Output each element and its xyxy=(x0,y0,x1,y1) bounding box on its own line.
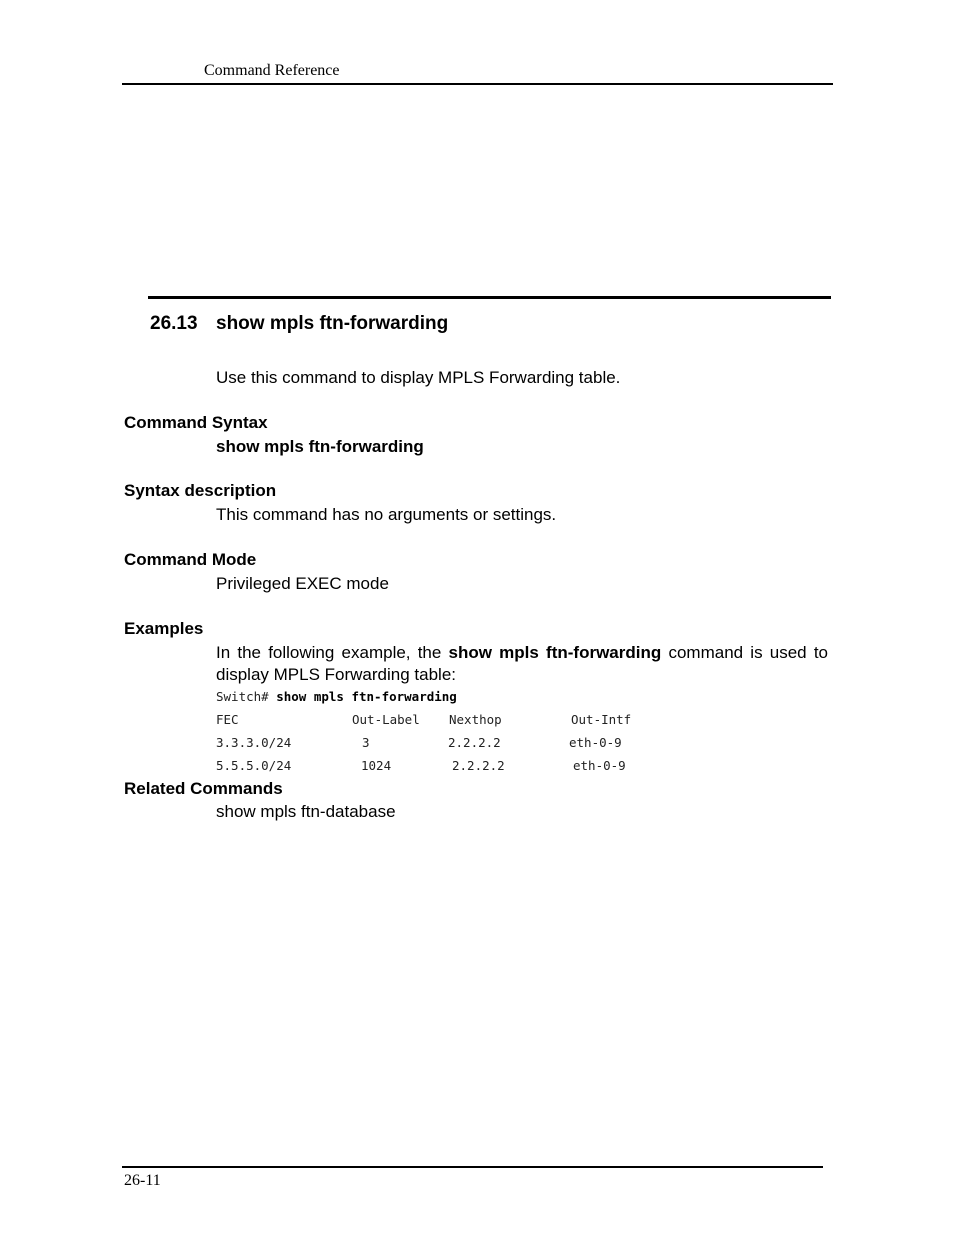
table-cell: 1024 xyxy=(361,758,392,773)
examples-text-bold: show mpls ftn-forwarding xyxy=(448,643,662,662)
command-syntax-text: show mpls ftn-forwarding xyxy=(216,437,424,456)
running-header: Command Reference xyxy=(204,62,340,79)
table-header-out-label: Out-Label xyxy=(352,712,420,727)
table-cell: eth-0-9 xyxy=(569,735,622,750)
syntax-description-text: This command has no arguments or settings. xyxy=(216,505,557,524)
table-header-out-intf: Out-Intf xyxy=(571,712,632,727)
table-cell: 3.3.3.0/24 xyxy=(216,735,292,750)
examples-text-after: command is used to display MPLS Forwarding table: xyxy=(216,643,828,684)
section-number: 26.13 xyxy=(150,313,198,334)
cli-command: show mpls ftn-forwarding xyxy=(276,689,457,704)
syntax-description-heading: Syntax description xyxy=(124,481,277,500)
related-commands-text: show mpls ftn-database xyxy=(216,802,396,821)
page-number: 26-11 xyxy=(124,1172,161,1189)
section-title-text: show mpls ftn-forwarding xyxy=(216,313,449,334)
related-commands-heading: Related Commands xyxy=(124,779,283,798)
command-syntax-heading: Command Syntax xyxy=(124,413,268,432)
examples-text-before: In the following example, the xyxy=(216,643,449,662)
footer-divider xyxy=(122,1166,823,1168)
table-cell: eth-0-9 xyxy=(573,758,626,773)
examples-paragraph xyxy=(216,642,828,686)
examples-heading: Examples xyxy=(124,619,204,638)
table-cell: 2.2.2.2 xyxy=(452,758,505,773)
table-cell: 5.5.5.0/24 xyxy=(216,758,292,773)
command-mode-heading: Command Mode xyxy=(124,550,257,569)
command-mode-text: Privileged EXEC mode xyxy=(216,574,389,593)
table-cell: 3 xyxy=(362,735,370,750)
section-title xyxy=(150,313,448,335)
table-cell: 2.2.2.2 xyxy=(448,735,501,750)
table-header-fec: FEC xyxy=(216,712,239,727)
intro-paragraph: Use this command to display MPLS Forwarding table. xyxy=(216,368,621,387)
example-command-line xyxy=(216,689,457,704)
header-divider xyxy=(122,83,833,85)
table-header-nexthop: Nexthop xyxy=(449,712,502,727)
section-divider xyxy=(148,296,831,299)
cli-prompt: Switch# xyxy=(216,689,277,704)
